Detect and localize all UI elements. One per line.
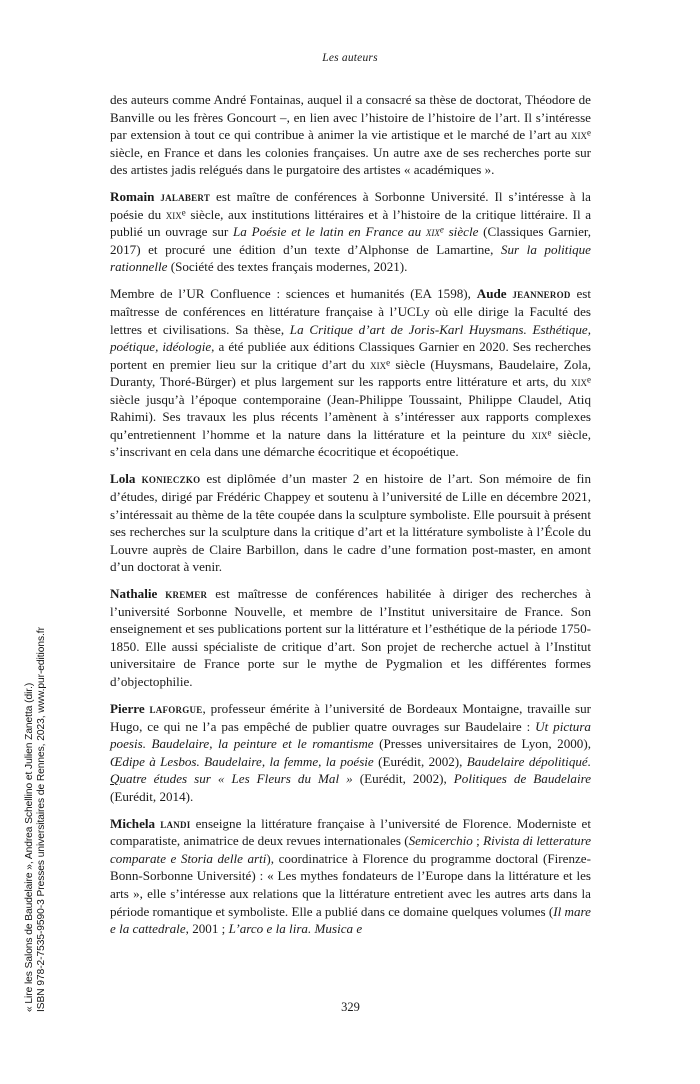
text-run: est maîtresse de conférences habilitée à diriger des recherches à l’université Sorbonne Nouvelle, et membre de l’Institut universitaire de France. Son enseignement et ses publications portent sur la littérature et l’esthétique de la période 1750-1850. Elle aussi spécialiste de critique d’art. Son projet de recherche actuel à l’Institut universitaire de France porte sur le mythe de Pygmalion et les différentes formes d’objectophilie.: [110, 586, 591, 689]
running-head: Les auteurs: [322, 52, 378, 64]
century-smallcaps: xix: [531, 426, 548, 442]
spine-line-isbn: ISBN 978-2-7535-9590-3 Presses universitaires de Rennes, 2023, www.pur-editions.fr: [36, 627, 47, 1012]
body-text-column: [110, 91, 591, 938]
text-run: (Classiques Garnier, 2017) et procuré une édition d’un texte d’Alphonse de Lamartine,: [110, 224, 592, 257]
work-title: Sur la politique rationnelle: [110, 241, 591, 275]
spine-line-title: « Lire les Salons de Baudelaire », Andrea Schellino et Julien Zanetta (dir.): [24, 682, 35, 1012]
paragraph-laforgue: [110, 700, 591, 805]
paragraph-kremer: [110, 585, 591, 690]
century-smallcaps: xix: [165, 206, 182, 222]
century-smallcaps: xix: [370, 356, 387, 372]
text-run: siècle, aux institutions littéraires et à l’histoire de la critique littéraire. Il a publié un ouvrage sur: [110, 206, 591, 240]
text-run: (Eurédit, 2002),: [373, 753, 467, 769]
author-last-name: laforgue: [149, 701, 203, 716]
work-title: Politiques de Baudelaire: [453, 771, 592, 787]
century-smallcaps: xix: [571, 374, 588, 390]
text-run: siècle, s’inscrivant en cela dans une démarche écocritique et écopoétique.: [110, 426, 591, 460]
text-run: siècle jusqu’à l’époque contemporaine (Jean-Philippe Toussaint, Philippe Claudel, Atiq Rahimi). Ses travaux les plus récents l’amènent à s’intéresser aux rapports complexes qu’entretiennent l’homme et la nature dans la littérature et la peinture du: [110, 391, 591, 442]
work-title: Il mare e la cattedrale: [110, 903, 591, 937]
text-run: Membre de l’UR Confluence : sciences et humanités (EA 1598),: [110, 286, 477, 302]
work-title: Ut pictura poesis. Baudelaire, la peinture et le romantisme: [110, 718, 591, 752]
text-run: (Société des textes français modernes, 2021).: [167, 259, 408, 275]
text-run: siècle (Huysmans, Baudelaire, Zola, Duranty, Thoré-Bürger) et plus largement sur les rapports entre littérature et arts, du: [110, 356, 591, 390]
work-title: L’arco e la lira. Musica e: [228, 921, 363, 937]
text-run: est maître de conférences à Sorbonne Université. Il s’intéresse à la poésie du: [110, 189, 591, 222]
text-run: , a été publiée aux éditions Classiques Garnier en 2020. Ses recherches portent en premier lieu sur la critique d’art du: [110, 339, 591, 372]
century-smallcaps: xix: [571, 127, 588, 143]
author-first-name: Michela: [110, 815, 156, 831]
ordinal-suffix: e: [587, 374, 591, 385]
text-run: (Presses universitaires de Lyon, 2000),: [373, 736, 591, 752]
work-title: Œdipe à Lesbos. Baudelaire, la femme, la poésie: [110, 753, 374, 769]
author-first-name: Nathalie: [110, 586, 158, 602]
ordinal-suffix: e: [587, 127, 591, 138]
ordinal-suffix: e: [547, 427, 552, 438]
author-last-name: konieczko: [141, 471, 201, 487]
work-title: La Critique d’art de Joris-Karl Huysmans. Esthétique, poétique, idéologie: [110, 321, 591, 355]
spine-copyright-strip: [24, 592, 58, 1012]
author-last-name: kremer: [165, 586, 208, 602]
page-number: 329: [341, 1000, 360, 1014]
journal-title: Semicerchio: [408, 833, 473, 849]
paragraph-landi: [110, 815, 591, 938]
text-run: est maîtresse de conférences en littérature française à l’UCLy où elle dirige la Faculté des lettres et civilisations. Sa thèse,: [110, 286, 592, 337]
text-run: (Eurédit, 2002),: [352, 771, 454, 787]
work-title: La Poésie et le latin en France au xix$^e$ siècle: [233, 224, 479, 240]
paragraph-jalabert: [110, 188, 591, 276]
text-run: des auteurs comme André Fontainas, auquel il a consacré sa thèse de doctorat, Théodore de Banville ou les frères Goncourt –, en lien avec l’histoire de l’histoire de l’art. Il s’intéresse par extension à tout ce qui contribue à animer la vie artistique et le marché de l’art au: [110, 92, 591, 143]
paragraph-jeannerod: [110, 285, 591, 460]
text-run: , 2001 ;: [185, 921, 229, 937]
text-run: est diplômée d’un master 2 en histoire de l’art. Son mémoire de fin d’études, dirigé par Frédéric Chappey et soutenu à l’université de Lille en décembre 2021, s’intéressait au thème de la tête coupée dans la sculpture symboliste. Elle poursuit à présent ses recherches sur la sculpture dans la critique d’art et la littérature symboliste à l’École du Louvre auprès de Claire Barbillon, dans le cadre d’une formation post-master, en amont d’un doctorat à venir.: [110, 471, 591, 575]
author-last-name: jeannerod: [512, 286, 571, 302]
journal-title: Rivista di letterature comparate e Storia delle arti: [110, 833, 592, 866]
ordinal-suffix: e: [386, 356, 391, 367]
paragraph-konieczko: [110, 470, 591, 575]
text-run: ;: [472, 833, 484, 849]
author-last-name: jalabert: [160, 189, 211, 205]
text-run: , professeur émérite à l’université de Bordeaux Montaigne, travaille sur Hugo, ce qui ne l’a pas empêché de publier quatre ouvrages sur Baudelaire :: [110, 701, 591, 734]
author-first-name: Romain: [110, 189, 155, 205]
ordinal-suffix: e: [181, 207, 186, 218]
text-run: enseigne la littérature française à l’université de Florence. Moderniste et comparatiste, animatrice de deux revues internationales (: [110, 815, 591, 849]
author-last-name: landi: [160, 815, 191, 831]
author-first-name: Pierre: [110, 701, 145, 716]
work-title: Baudelaire dépolitiqué. Quatre études sur « Les Fleurs du Mal »: [110, 753, 592, 787]
paragraph-fontainas-continued: [110, 91, 591, 179]
author-first-name: Aude: [476, 286, 507, 302]
author-first-name: Lola: [110, 471, 136, 487]
text-run: ), coordinatrice à Florence du programme doctoral (Firenze-Bonn-Sorbonne Université) : « Les mythes fondateurs de l’Europe dans la littérature et les arts », elle s’intéresse aux relations que la littérature entretient avec les autres arts dans la période romantique et symboliste. Elle a publié dans ce domaine quelques volumes (: [110, 850, 591, 919]
text-run: siècle, en France et dans les colonies françaises. Un autre axe de ses recherches porte sur des artistes jadis relégués dans le purgatoire des artistes « académiques ».: [110, 144, 591, 178]
text-run: (Eurédit, 2014).: [110, 788, 194, 804]
